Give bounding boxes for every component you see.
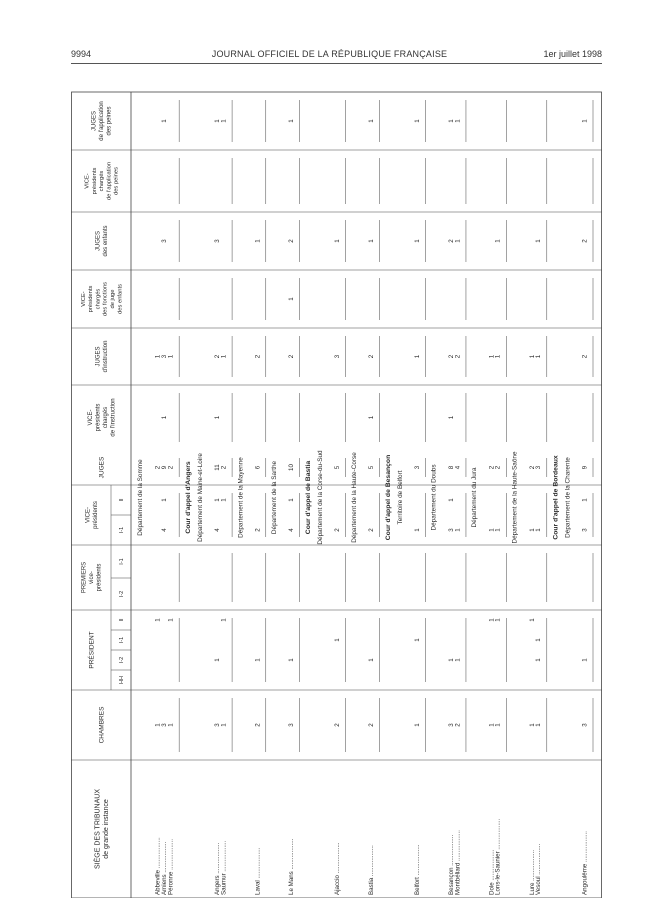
juges-application-value: 1 bbox=[160, 119, 168, 123]
header-vp-sub: I-1 bbox=[119, 526, 125, 534]
department-heading: Département de la Haute-Saône bbox=[511, 451, 519, 544]
header-president-sub: II bbox=[119, 618, 125, 622]
vp-ii-value: 1 bbox=[160, 498, 168, 502]
president-ii-value: 1 bbox=[494, 618, 502, 622]
header-vp-application: des peines bbox=[113, 166, 120, 196]
tribunal-name: Lure .................. bbox=[528, 849, 536, 895]
president-i2-value: 1 bbox=[287, 658, 295, 662]
juges-instruction-value: 1 bbox=[535, 354, 543, 359]
juges-instruction-value: 1 bbox=[488, 354, 496, 359]
juges-value: 11 bbox=[214, 464, 222, 471]
department-heading: Département de la Mayenne bbox=[237, 457, 245, 538]
header-vice-presidents: présidents bbox=[92, 501, 99, 529]
vp-instruction-value: 1 bbox=[367, 415, 375, 420]
juges-value: 2 bbox=[494, 465, 502, 470]
table-frame bbox=[72, 92, 602, 898]
vp-ii-value: 1 bbox=[447, 498, 455, 502]
vp-ii-value: 1 bbox=[581, 498, 589, 502]
juges-value: 2 bbox=[488, 465, 496, 470]
tribunal-name: Besançon .................. bbox=[447, 834, 455, 895]
juges-instruction-value: 3 bbox=[334, 354, 342, 359]
tribunal-name: Laval .................. bbox=[254, 847, 262, 895]
president-ii-value: 1 bbox=[167, 618, 175, 622]
header-vp-enfants: des enfants bbox=[117, 284, 124, 314]
chambres-value: 3 bbox=[447, 723, 455, 727]
juges-enfants-value: 1 bbox=[535, 239, 543, 243]
vp-ii-value: 1 bbox=[220, 498, 228, 502]
tribunal-name: Belfort .................. bbox=[414, 844, 422, 895]
juges-value: 8 bbox=[447, 465, 455, 470]
president-i2-value: 1 bbox=[454, 658, 462, 662]
header-juges-application: de l'application bbox=[99, 101, 106, 141]
header-premiers-vp: présidents bbox=[96, 563, 103, 592]
juges-value: 9 bbox=[160, 465, 168, 470]
rotated-table-page bbox=[71, 70, 602, 898]
juges-enfants-value: 2 bbox=[287, 239, 295, 243]
header-juges-instruction: JUGES bbox=[95, 346, 102, 367]
chambres-value: 2 bbox=[454, 723, 462, 727]
juges-value: 2 bbox=[220, 465, 228, 470]
vp-i1-value: 2 bbox=[254, 528, 262, 532]
juges-value: 4 bbox=[454, 465, 462, 470]
juges-application-value: 1 bbox=[220, 119, 228, 123]
department-heading: Département de la Somme bbox=[137, 459, 145, 536]
tribunal-name: Angers .................. bbox=[214, 842, 222, 895]
juges-application-value: 1 bbox=[447, 119, 455, 123]
header-vp-instruction: chargés bbox=[102, 406, 109, 429]
juges-enfants-value: 2 bbox=[447, 239, 455, 243]
jurisdiction-table bbox=[71, 70, 602, 898]
header-vp-instruction: de l'instruction bbox=[110, 398, 117, 437]
cour-heading: Cour d'appel de Besançon bbox=[385, 454, 393, 541]
chambres-value: 3 bbox=[581, 723, 589, 727]
cour-heading: Cour d'appel de Bordeaux bbox=[552, 455, 560, 540]
vp-i1-value: 1 bbox=[528, 528, 536, 532]
president-i2-value: 1 bbox=[214, 658, 222, 662]
juges-value: 2 bbox=[528, 465, 536, 470]
header-vp-instruction: VICE- bbox=[87, 409, 94, 426]
juges-instruction-value: 1 bbox=[528, 354, 536, 359]
juges-value: 3 bbox=[414, 465, 422, 470]
president-ii-value: 1 bbox=[488, 618, 496, 622]
header-president-sub: HH bbox=[119, 676, 125, 684]
chambres-value: 1 bbox=[488, 723, 496, 727]
department-heading: Département de la Corse-du-Sud bbox=[317, 450, 325, 545]
juges-value: 5 bbox=[367, 465, 375, 470]
cour-heading: Cour d'appel d'Angers bbox=[184, 461, 192, 534]
tribunal-name: Dole .................. bbox=[488, 849, 496, 895]
juges-value: 10 bbox=[287, 464, 295, 471]
department-heading: Territoire de Belfort bbox=[397, 470, 405, 525]
header-president-sub: I-2 bbox=[119, 656, 125, 664]
chambres-value: 1 bbox=[528, 723, 536, 727]
vp-instruction-value: 1 bbox=[160, 415, 168, 420]
header-president: PRÉSIDENT bbox=[88, 631, 96, 669]
president-i1-value: 1 bbox=[334, 638, 342, 642]
juges-instruction-value: 1 bbox=[414, 354, 422, 359]
vp-i1-value: 1 bbox=[454, 528, 462, 532]
juges-application-value: 1 bbox=[287, 119, 295, 123]
header-juges-enfants: des enfants bbox=[102, 225, 109, 257]
juges-enfants-value: 2 bbox=[581, 239, 589, 243]
header-juges-instruction: d'instruction bbox=[102, 340, 109, 373]
vp-i1-value: 4 bbox=[287, 528, 295, 532]
department-heading: Département de la Haute-Corse bbox=[350, 452, 358, 543]
president-ii-value: 1 bbox=[154, 618, 162, 622]
tribunal-name: Ajaccio .................. bbox=[334, 842, 342, 895]
vp-instruction-value: 1 bbox=[447, 415, 455, 420]
vp-i1-value: 1 bbox=[414, 528, 422, 532]
vp-i1-value: 3 bbox=[447, 528, 455, 532]
header-juges-application: JUGES bbox=[91, 110, 98, 132]
juges-instruction-value: 2 bbox=[367, 354, 375, 359]
chambres-value: 2 bbox=[334, 723, 342, 727]
header-pvp-sub: I-2 bbox=[119, 590, 125, 598]
vp-i1-value: 1 bbox=[535, 528, 543, 532]
chambres-value: 3 bbox=[214, 723, 222, 727]
tribunal-name: Le Mans .................. bbox=[287, 838, 295, 895]
header-vp-sub: II bbox=[119, 498, 125, 502]
chambres-value: 1 bbox=[167, 723, 175, 727]
juges-instruction-value: 1 bbox=[220, 354, 228, 359]
juges-enfants-value: 1 bbox=[494, 239, 502, 243]
juges-application-value: 1 bbox=[367, 119, 375, 123]
president-i2-value: 1 bbox=[447, 658, 455, 662]
president-ii-value: 1 bbox=[220, 618, 228, 622]
header-vp-enfants: de juge bbox=[110, 289, 117, 309]
juges-value: 2 bbox=[154, 465, 162, 470]
header-rule bbox=[71, 63, 602, 64]
header-vp-application: chargés bbox=[99, 170, 106, 192]
juges-application-value: 1 bbox=[214, 119, 222, 123]
president-i2-value: 1 bbox=[254, 658, 262, 662]
tribunal-name: Vesoul .................. bbox=[535, 843, 543, 895]
juges-application-value: 1 bbox=[581, 119, 589, 123]
header-vice-presidents: VICE- bbox=[85, 506, 92, 524]
department-heading: Département de Maine-et-Loire bbox=[196, 453, 204, 542]
header-vp-enfants: des fonctions bbox=[102, 281, 109, 317]
president-i2-value: 1 bbox=[581, 658, 589, 662]
chambres-value: 1 bbox=[154, 723, 162, 727]
tribunal-name: Abbeville .................. bbox=[154, 837, 162, 895]
header-vp-application: VICE- bbox=[84, 173, 91, 189]
juges-value: 5 bbox=[334, 465, 342, 470]
header-pvp-sub: I-1 bbox=[119, 558, 125, 565]
header-siege: de grande instance bbox=[102, 799, 110, 859]
juges-instruction-value: 2 bbox=[447, 354, 455, 359]
juges-enfants-value: 1 bbox=[414, 239, 422, 243]
vp-i1-value: 1 bbox=[488, 528, 496, 532]
header-vp-enfants: chargés bbox=[95, 288, 102, 310]
vp-enfants-value: 1 bbox=[287, 297, 295, 301]
header-president-sub: I-1 bbox=[119, 636, 125, 644]
department-heading: Département de la Sarthe bbox=[270, 460, 278, 535]
header-vp-instruction: présidents bbox=[95, 403, 102, 432]
juges-value: 3 bbox=[535, 465, 543, 470]
juges-instruction-value: 2 bbox=[287, 354, 295, 359]
chambres-value: 3 bbox=[287, 723, 295, 727]
chambres-value: 3 bbox=[160, 723, 168, 727]
journal-title: JOURNAL OFFICIEL DE LA RÉPUBLIQUE FRANÇAISE bbox=[211, 49, 448, 59]
vp-i1-value: 1 bbox=[494, 528, 502, 532]
department-heading: Département du Doubs bbox=[430, 464, 438, 531]
juges-instruction-value: 3 bbox=[160, 354, 168, 359]
president-i2-value: 1 bbox=[367, 658, 375, 662]
tribunal-name: Lons-le-Saunier .................. bbox=[494, 818, 502, 895]
vp-ii-value: 1 bbox=[287, 498, 295, 502]
header-vp-enfants: présidents bbox=[88, 285, 95, 313]
chambres-value: 2 bbox=[254, 723, 262, 727]
tribunal-name: Bastia .................. bbox=[367, 845, 375, 895]
vp-ii-value: 1 bbox=[214, 498, 222, 502]
vp-i1-value: 4 bbox=[160, 528, 168, 532]
header-siege: SIÈGE DES TRIBUNAUX bbox=[94, 788, 102, 870]
header-vp-application: présidents bbox=[91, 167, 98, 195]
header-premiers-vp: vice- bbox=[89, 571, 96, 584]
page-number: 9994 bbox=[71, 49, 92, 59]
chambres-value: 1 bbox=[414, 723, 422, 727]
chambres-value: 1 bbox=[535, 723, 543, 727]
issue-date: 1er juillet 1998 bbox=[543, 49, 602, 59]
chambres-value: 2 bbox=[367, 723, 375, 727]
juges-value: 6 bbox=[254, 465, 262, 470]
tribunal-name: Saumur .................. bbox=[220, 840, 228, 895]
header-chambres: CHAMBRES bbox=[98, 706, 106, 744]
juges-application-value: 1 bbox=[414, 119, 422, 123]
juges-enfants-value: 3 bbox=[214, 239, 222, 243]
juges-instruction-value: 2 bbox=[454, 354, 462, 359]
juges-enfants-value: 1 bbox=[334, 239, 342, 243]
vp-i1-value: 2 bbox=[367, 528, 375, 532]
header-vp-application: de l'application bbox=[106, 161, 113, 201]
vp-i1-value: 3 bbox=[581, 528, 589, 532]
juges-instruction-value: 2 bbox=[214, 354, 222, 359]
header-juges-application: des peines bbox=[106, 106, 113, 136]
juges-value: 9 bbox=[581, 465, 589, 470]
juges-value: 2 bbox=[167, 465, 175, 470]
juges-instruction-value: 1 bbox=[154, 354, 162, 359]
vp-instruction-value: 1 bbox=[214, 415, 222, 420]
juges-enfants-value: 1 bbox=[367, 239, 375, 243]
juges-instruction-value: 1 bbox=[494, 354, 502, 359]
vp-i1-value: 2 bbox=[334, 528, 342, 532]
department-heading: Département du Jura bbox=[471, 467, 479, 528]
header-premiers-vp: PREMIERS bbox=[81, 561, 88, 594]
tribunal-name: Montbéliard .................. bbox=[454, 830, 462, 895]
vp-i1-value: 4 bbox=[214, 528, 222, 532]
president-i2-value: 1 bbox=[535, 658, 543, 662]
department-heading: Département de la Charente bbox=[564, 457, 572, 538]
president-i1-value: 1 bbox=[414, 638, 422, 642]
juges-application-value: 1 bbox=[454, 119, 462, 123]
president-ii-value: 1 bbox=[528, 618, 536, 622]
juges-enfants-value: 3 bbox=[160, 239, 168, 243]
header-juges: JUGES bbox=[98, 456, 106, 479]
header-juges-enfants: JUGES bbox=[95, 230, 102, 252]
chambres-value: 1 bbox=[220, 723, 228, 727]
juges-instruction-value: 2 bbox=[581, 354, 589, 359]
chambres-value: 1 bbox=[494, 723, 502, 727]
juges-instruction-value: 2 bbox=[254, 354, 262, 359]
cour-heading: Cour d'appel de Bastia bbox=[305, 460, 313, 535]
header-vp-enfants: VICE- bbox=[80, 291, 87, 307]
tribunal-name: Péronne .................. bbox=[167, 838, 175, 895]
tribunal-name: Amiens .................. bbox=[160, 841, 168, 895]
juges-instruction-value: 1 bbox=[167, 354, 175, 359]
juges-enfants-value: 1 bbox=[454, 239, 462, 243]
president-i1-value: 1 bbox=[535, 638, 543, 642]
juges-enfants-value: 1 bbox=[254, 239, 262, 243]
tribunal-name: Angoulême .................. bbox=[581, 831, 589, 895]
